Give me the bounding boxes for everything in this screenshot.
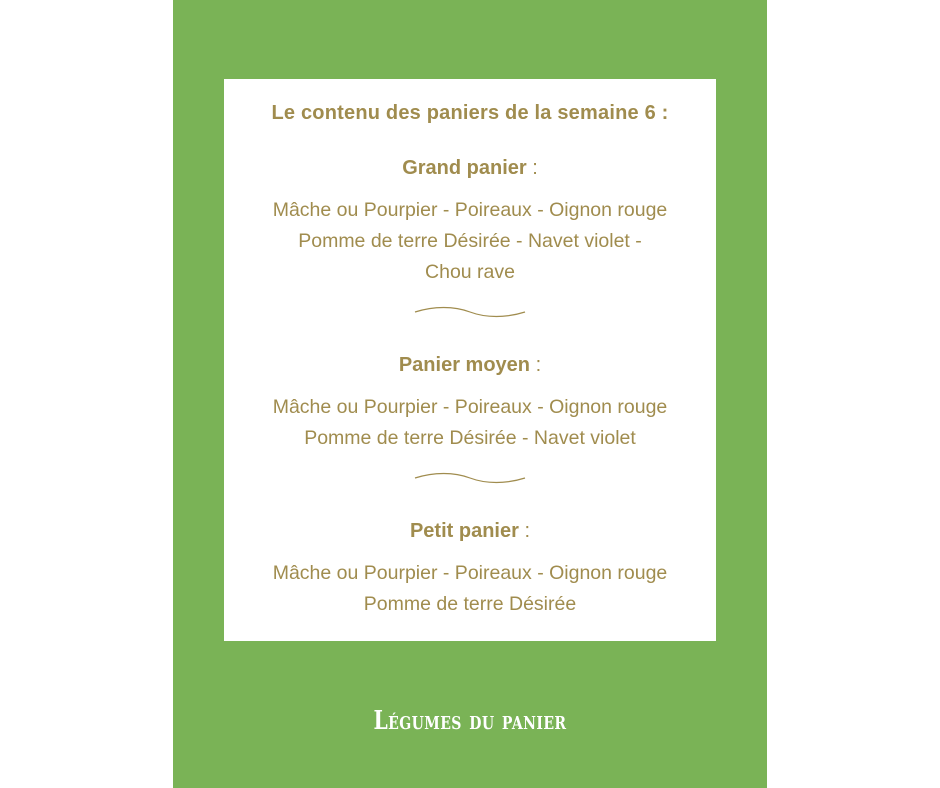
wavy-divider-icon bbox=[414, 304, 526, 320]
section-items-panier-moyen bbox=[224, 392, 716, 454]
section-items-grand-panier bbox=[224, 195, 716, 288]
footer-title: Légumes du panier bbox=[373, 706, 567, 736]
section-items-petit-panier bbox=[224, 558, 716, 620]
item-line: Mâche ou Pourpier - Poireaux - Oignon rouge bbox=[272, 562, 668, 584]
section-heading-label: Panier moyen bbox=[398, 354, 531, 376]
section-heading-label: Grand panier bbox=[402, 157, 527, 179]
wavy-divider-icon bbox=[414, 470, 526, 486]
section-heading-colon: : bbox=[530, 354, 542, 376]
section-heading-colon: : bbox=[526, 157, 538, 179]
section-heading-petit-panier bbox=[224, 520, 716, 543]
item-line: Mâche ou Pourpier - Poireaux - Oignon rouge bbox=[272, 396, 668, 418]
item-line: Pomme de terre Désirée - Navet violet bbox=[304, 427, 636, 449]
section-heading-grand-panier bbox=[224, 157, 716, 180]
item-line: Pomme de terre Désirée - Navet violet - bbox=[298, 230, 642, 252]
section-heading-label: Petit panier bbox=[409, 520, 519, 542]
section-heading-colon: : bbox=[518, 520, 531, 542]
basket-content-card bbox=[224, 79, 716, 641]
section-heading-panier-moyen bbox=[224, 354, 716, 377]
item-line: Mâche ou Pourpier - Poireaux - Oignon rouge bbox=[272, 199, 668, 221]
item-line: Pomme de terre Désirée bbox=[363, 593, 577, 615]
card-title: Le contenu des paniers de la semaine 6 : bbox=[271, 102, 669, 124]
item-line: Chou rave bbox=[425, 261, 515, 283]
